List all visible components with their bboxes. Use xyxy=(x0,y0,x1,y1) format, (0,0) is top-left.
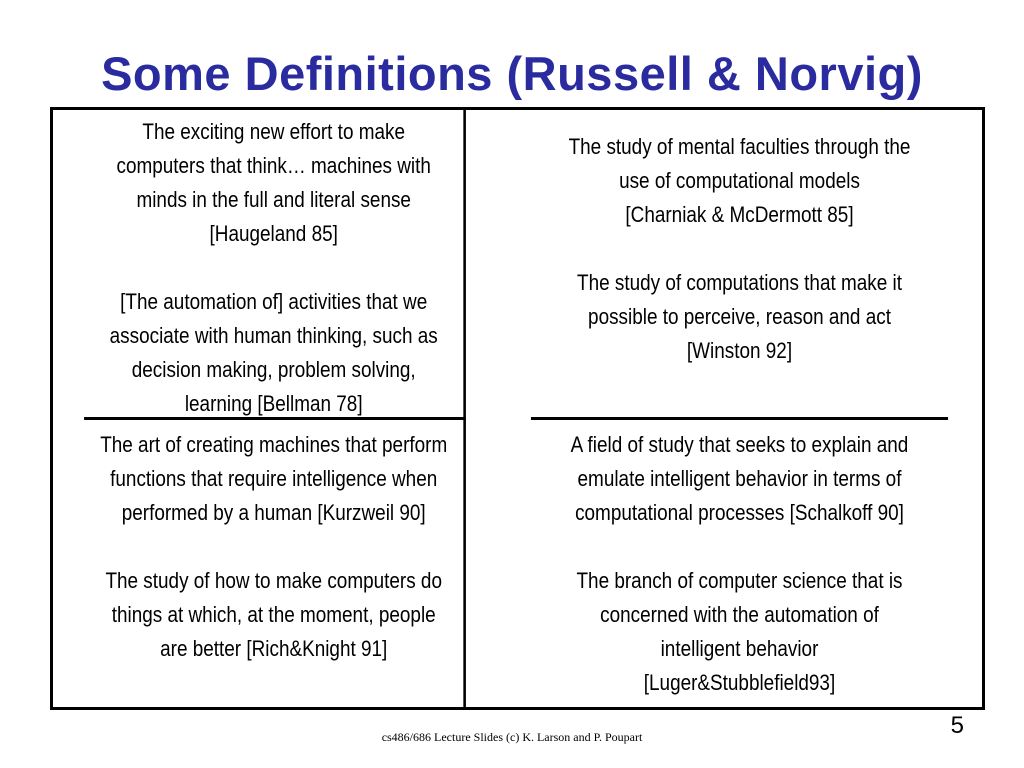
definition-line: The art of creating machines that perform xyxy=(100,432,448,457)
definition-line: [Haugeland 85] xyxy=(209,221,338,246)
spacer xyxy=(89,251,458,285)
definition-line: The study of how to make computers do xyxy=(105,568,442,593)
definition-line: possible to perceive, reason and act xyxy=(588,304,891,329)
definition-line: functions that require intelligence when xyxy=(110,466,438,491)
definitions-table xyxy=(50,107,985,710)
definition-charniak-mcdermott xyxy=(536,130,943,232)
definition-line: [The automation of] activities that we xyxy=(120,289,428,314)
spacer xyxy=(536,232,943,266)
slide-title: Some Definitions (Russell & Norvig) xyxy=(101,47,923,100)
definition-kurzweil xyxy=(84,428,463,530)
definition-line: concerned with the automation of xyxy=(600,602,879,627)
definition-line: The exciting new effort to make xyxy=(142,119,405,144)
cell-acting-rationally xyxy=(531,420,948,707)
definition-line: [Charniak & McDermott 85] xyxy=(625,202,854,227)
page-number: 5 xyxy=(950,712,964,739)
definition-line: emulate intelligent behavior in terms of xyxy=(577,466,902,491)
definition-line: learning [Bellman 78] xyxy=(184,391,363,416)
definition-line: computational processes [Schalkoff 90] xyxy=(575,500,904,525)
definition-line: The study of mental faculties through the xyxy=(568,134,911,159)
definition-line: use of computational models xyxy=(619,168,860,193)
definition-line: The branch of computer science that is xyxy=(576,568,903,593)
slide-footer: cs486/686 Lecture Slides (c) K. Larson and P. Poupart xyxy=(381,730,643,744)
definition-luger-stubblefield xyxy=(536,564,943,700)
definition-line: [Luger&Stubblefield93] xyxy=(643,670,836,695)
spacer xyxy=(84,530,463,564)
definition-line: things at which, at the moment, people xyxy=(111,602,436,627)
definition-line: intelligent behavior xyxy=(660,636,819,661)
definition-line: associate with human thinking, such as xyxy=(109,323,438,348)
definition-bellman xyxy=(89,285,458,420)
definition-line: The study of computations that make it xyxy=(577,270,902,295)
definition-haugeland xyxy=(89,115,458,251)
definition-line: minds in the full and literal sense xyxy=(136,187,411,212)
definition-line: [Winston 92] xyxy=(686,338,793,363)
cell-thinking-humanly xyxy=(84,110,466,420)
definition-schalkoff xyxy=(536,428,943,530)
definition-line: A field of study that seeks to explain and xyxy=(570,432,909,457)
definition-line: are better [Rich&Knight 91] xyxy=(160,636,388,661)
definition-rich-knight xyxy=(84,564,463,666)
definition-line: performed by a human [Kurzweil 90] xyxy=(121,500,426,525)
definition-line: computers that think… machines with xyxy=(116,153,431,178)
cell-thinking-rationally xyxy=(531,110,948,420)
definition-winston xyxy=(536,266,943,368)
cell-acting-humanly xyxy=(84,420,466,707)
spacer xyxy=(536,530,943,564)
definition-line: decision making, problem solving, xyxy=(131,357,416,382)
